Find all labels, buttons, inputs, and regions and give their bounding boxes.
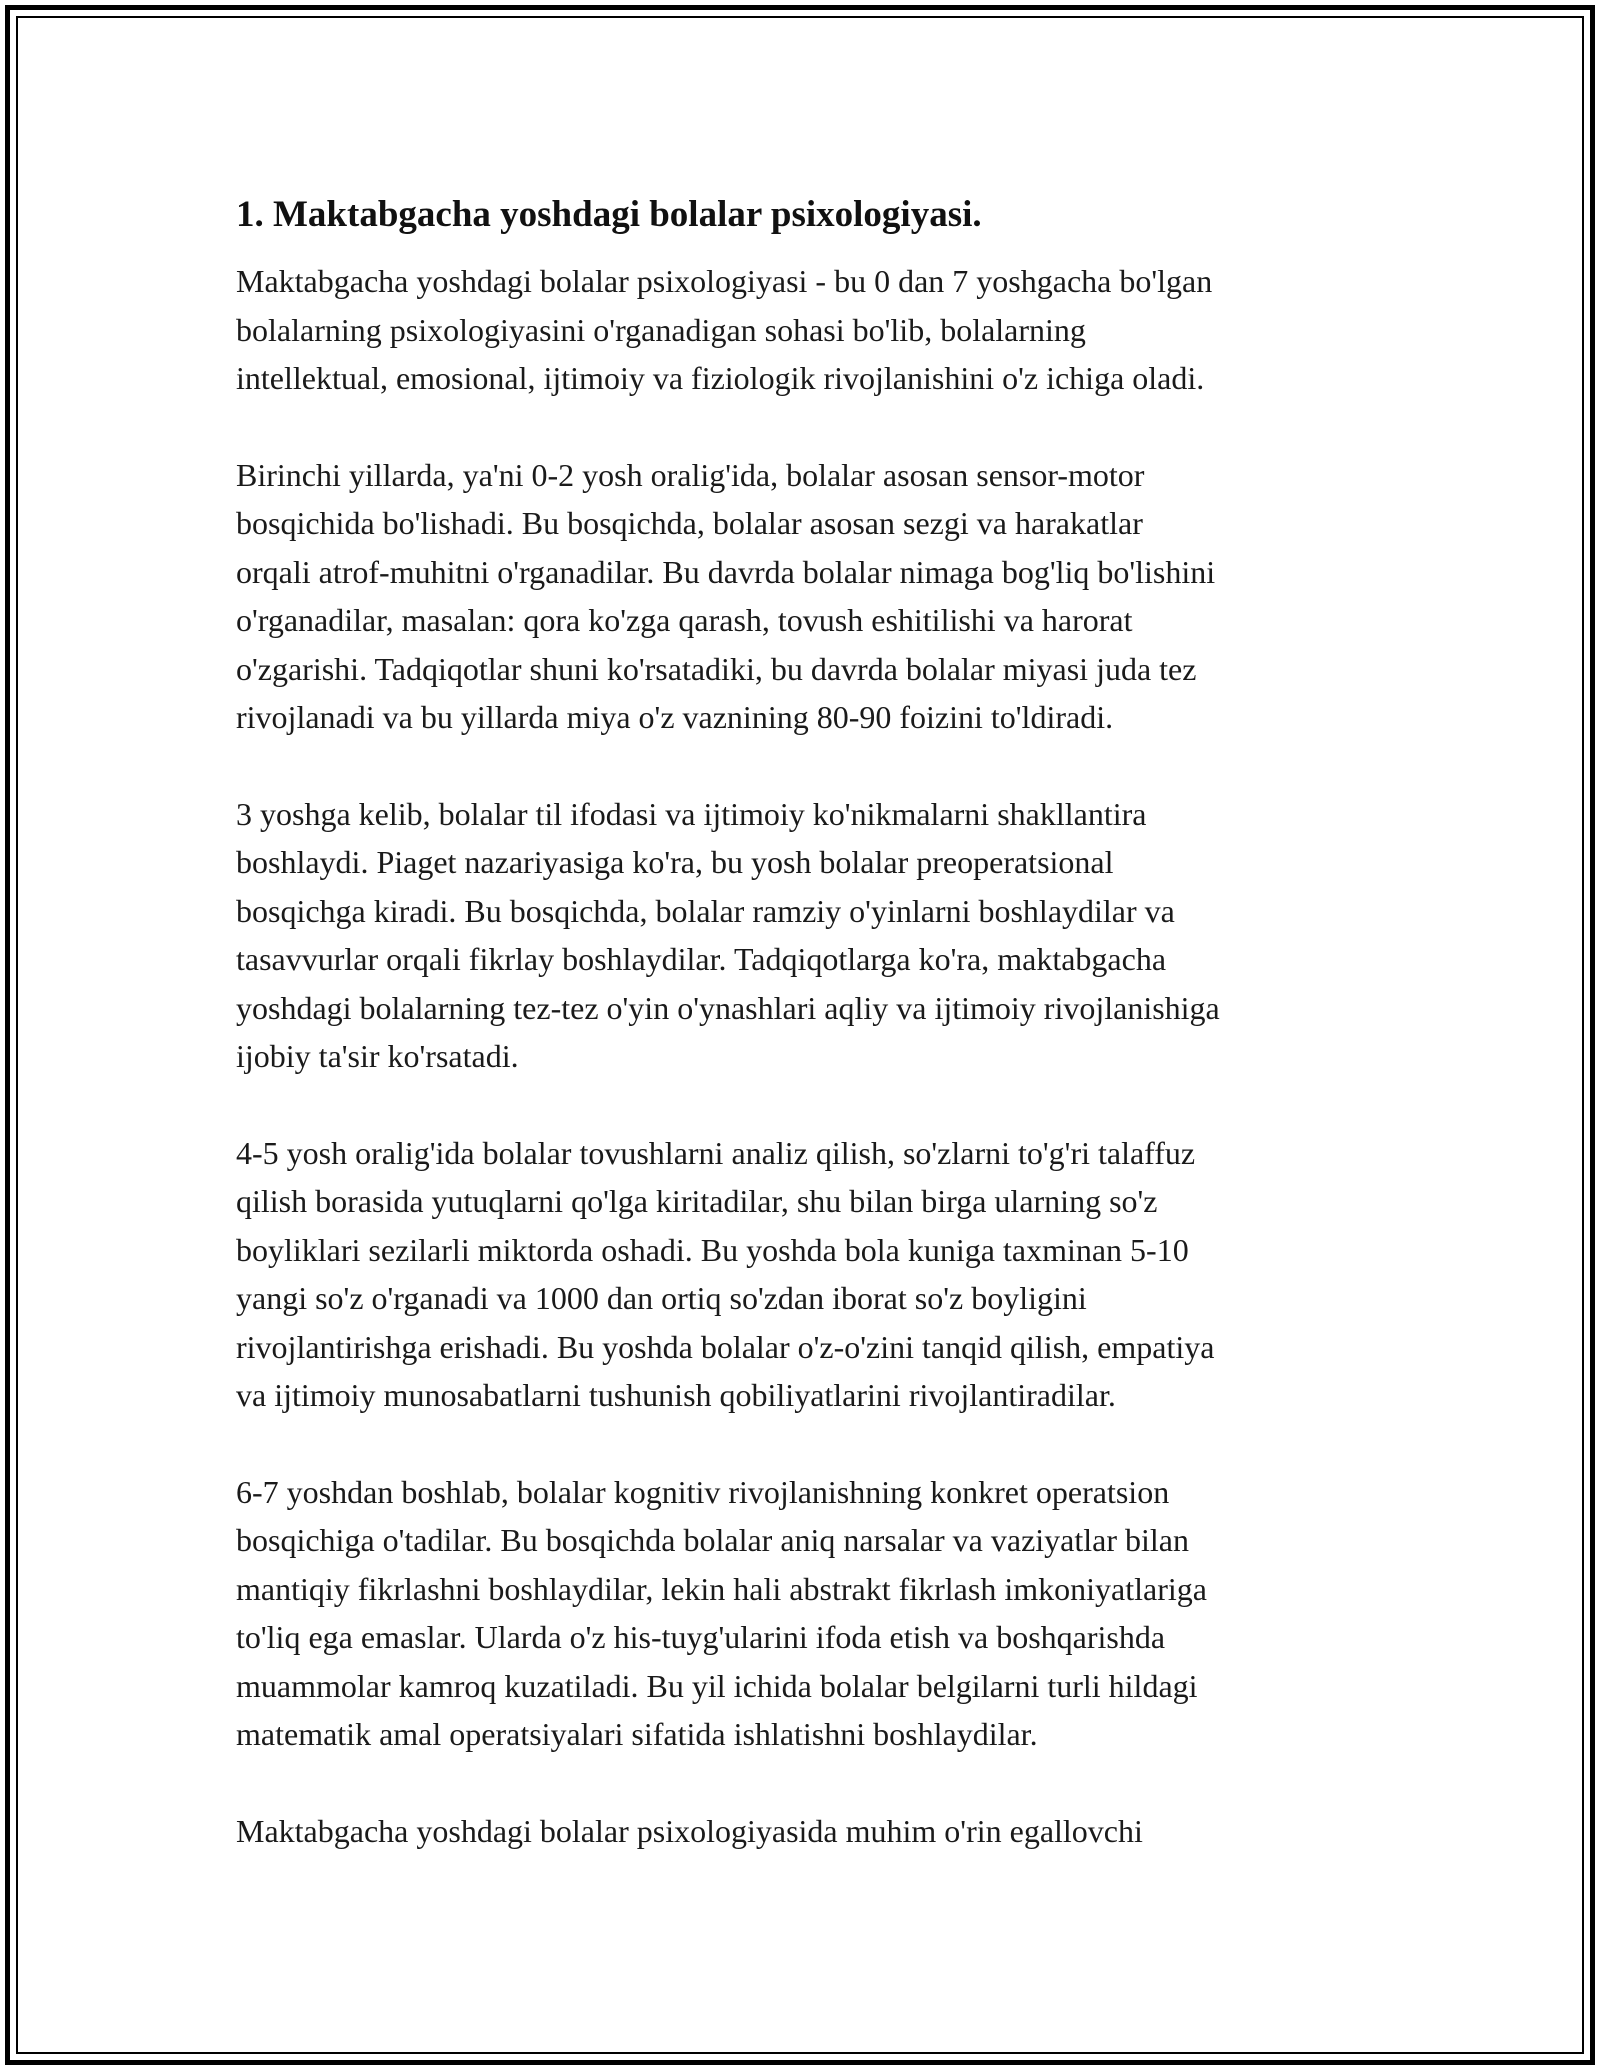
paragraph-age-4-5: 4-5 yosh oralig'ida bolalar tovushlarni analiz qilish, so'zlarni to'g'ri talaffuz qilish borasida yutuqlarni qo'lga kiritadilar, shu bilan birga ularning so'z boyliklari sezilarli miktorda oshadi. Bu yoshda bola kuniga taxminan 5-10 yangi so'z o'rganadi va 1000 dan ortiq so'zdan iborat so'z boyligini rivojlantirishga erishadi. Bu yoshda bolalar o'z-o'zini tanqid qilish, empatiya va ijtimoiy munosabatlarni tushunish qobiliyatlarini rivojlantiradilar. bbox=[236, 1134, 1215, 1413]
paragraph-intro: Maktabgacha yoshdagi bolalar psixologiyasi - bu 0 dan 7 yoshgacha bo'lgan bolalarning psixologiyasini o'rganadigan sohasi bo'lib, bolalarning intellektual, emosional, ijtimoiy va fiziologik rivojlanishini o'z ichiga oladi. bbox=[236, 263, 1213, 396]
paragraph-age-0-2: Birinchi yillarda, ya'ni 0-2 yosh oralig'ida, bolalar asosan sensor-motor bosqichida bo'lishadi. Bu bosqichda, bolalar asosan sezgi va harakatlar orqali atrof-muhitni o'rganadilar. Bu davrda bolalar nimaga bog'liq bo'lishini o'rganadilar, masalan: qora ko'zga qarash, tovush eshitilishi va harorat o'zgarishi. Tadqiqotlar shuni ko'rsatadiki, bu davrda bolalar miyasi juda tez rivojlanadi va bu yillarda miya o'z vaznining 80-90 foizini to'ldiradi. bbox=[236, 456, 1216, 735]
paragraph-closing: Maktabgacha yoshdagi bolalar psixologiyasida muhim o'rin egallovchi bbox=[236, 1812, 1143, 1849]
paragraph-age-3: 3 yoshga kelib, bolalar til ifodasi va ijtimoiy ko'nikmalarni shakllantira boshlaydi. Piaget nazariyasiga ko'ra, bu yosh bolalar preoperatsional bosqichga kiradi. Bu bosqichda, bolalar ramziy o'yinlarni boshlaydilar va tasavvurlar orqali fikrlay boshlaydilar. Tadqiqotlarga ko'ra, maktabgacha yoshdagi bolalarning tez-tez o'yin o'ynashlari aqliy va ijtimoiy rivojlanishiga ijobiy ta'sir ko'rsatadi. bbox=[236, 795, 1220, 1074]
paragraph-age-6-7: 6-7 yoshdan boshlab, bolalar kognitiv rivojlanishning konkret operatsion bosqichiga o'tadilar. Bu bosqichda bolalar aniq narsalar va vaziyatlar bilan mantiqiy fikrlashni boshlaydilar, lekin hali abstrakt fikrlash imkoniyatlariga to'liq ega emaslar. Ularda o'z his-tuyg'ularini ifoda etish va boshqarishda muammolar kamroq kuzatiladi. Bu yil ichida bolalar belgilarni turli hildagi matematik amal operatsiyalari sifatida ishlatishni boshlaydilar. bbox=[236, 1473, 1207, 1752]
document-body bbox=[236, 187, 1386, 1903]
document-heading: 1. Maktabgacha yoshdagi bolalar psixologiyasi. bbox=[236, 194, 982, 235]
